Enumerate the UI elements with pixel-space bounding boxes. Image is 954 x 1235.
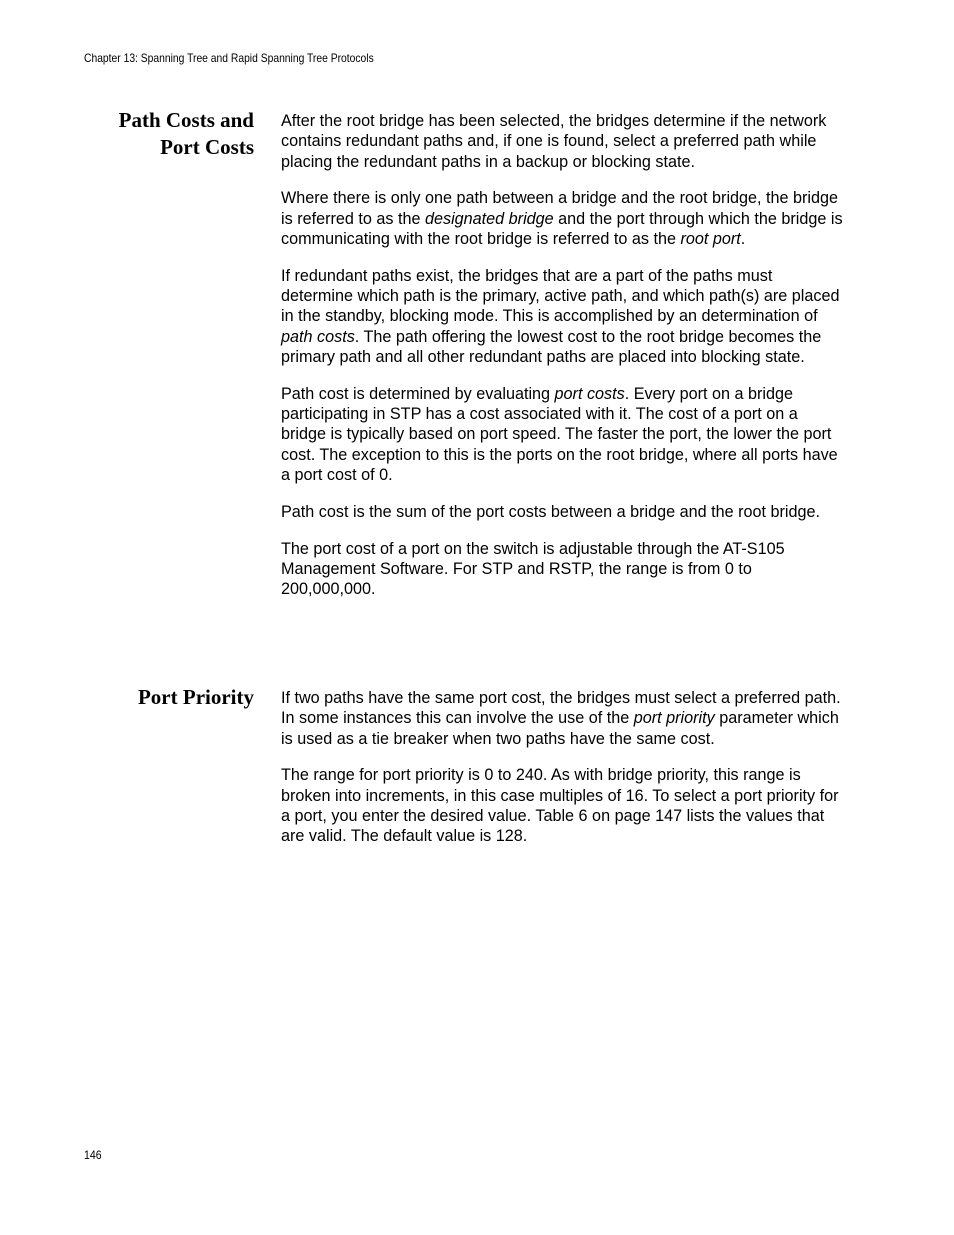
text: If two paths have the same port cost, the bridges must select a preferred path. In some instances this can involve the use of the xyxy=(281,689,841,728)
text: . xyxy=(740,229,746,248)
section-heading-port-priority xyxy=(60,684,254,711)
page-number: 146 xyxy=(84,1148,102,1162)
heading-line: Port Priority xyxy=(137,685,254,709)
heading-line: Path Costs and xyxy=(118,108,254,132)
text: Path cost is the sum of the port costs between a bridge and the root bridge. xyxy=(281,502,821,521)
text: The range for port priority is 0 to 240. As with bridge priority, this range is broken into increments, in this case multiples of 16. To select a port priority for a port, you enter the desired value. Table 6 on page 147 lists the values that are valid. The default value is 128. xyxy=(281,766,839,846)
text: . Every port on a bridge participating in STP has a cost associated with it. The cost of a port on a bridge is typically based on port speed. The faster the port, the lower the port cost. The exception to this is the ports on the root bridge, where all ports have a port cost of 0. xyxy=(281,384,838,484)
paragraph xyxy=(281,111,843,172)
term-port-costs: port costs xyxy=(554,384,625,403)
section-body-path-costs xyxy=(281,111,843,616)
running-header: Chapter 13: Spanning Tree and Rapid Spanning Tree Protocols xyxy=(84,51,374,65)
paragraph xyxy=(281,502,843,522)
text: Where there is only one path between a bridge and the root bridge, the bridge is referred to as the xyxy=(281,189,839,228)
heading-line: Port Costs xyxy=(160,135,254,159)
paragraph xyxy=(281,539,843,600)
paragraph xyxy=(281,188,843,249)
paragraph xyxy=(281,765,843,846)
text: and the port through which the bridge is communicating with the root bridge is referred to as the xyxy=(281,209,843,248)
term-path-costs: path costs xyxy=(281,327,355,346)
paragraph xyxy=(281,384,843,485)
text: The port cost of a port on the switch is adjustable through the AT-S105 Management Software. For STP and RSTP, the range is from 0 to 200,000,000. xyxy=(281,539,785,599)
text: If redundant paths exist, the bridges that are a part of the paths must determine which path is the primary, active path, and which path(s) are placed in the standby, blocking mode. This is accomplished by an determination of xyxy=(281,266,840,326)
text: parameter which is used as a tie breaker when two paths have the same cost. xyxy=(281,709,839,748)
paragraph xyxy=(281,266,843,367)
paragraph xyxy=(281,688,843,749)
term-port-priority: port priority xyxy=(633,709,715,728)
section-heading-path-costs xyxy=(60,107,254,161)
text: . The path offering the lowest cost to the root bridge becomes the primary path and all other redundant paths are placed into blocking state. xyxy=(281,327,822,366)
section-body-port-priority xyxy=(281,688,843,863)
text: Path cost is determined by evaluating xyxy=(281,384,555,403)
term-designated-bridge: designated bridge xyxy=(424,209,554,228)
text: After the root bridge has been selected, the bridges determine if the network contains redundant paths and, if one is found, select a preferred path while placing the redundant paths in a backup or blocking state. xyxy=(281,112,827,171)
term-root-port: root port xyxy=(680,229,741,248)
